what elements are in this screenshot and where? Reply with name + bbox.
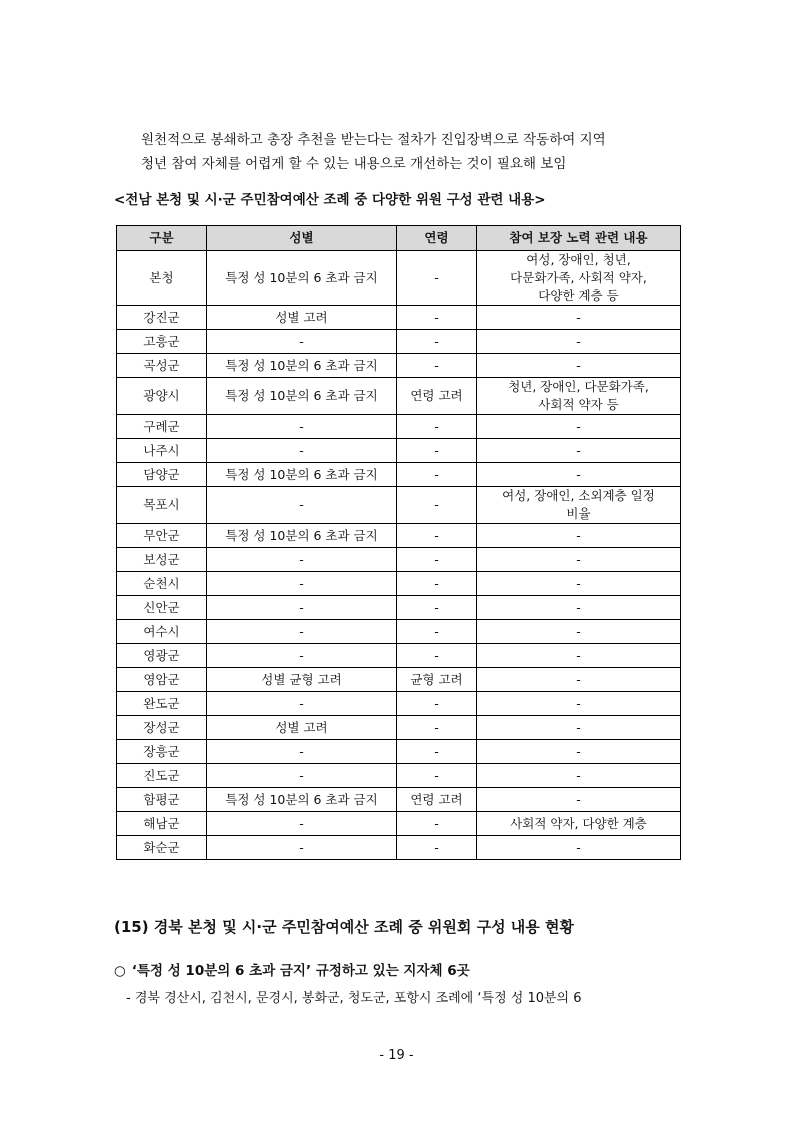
table-row	[117, 548, 681, 572]
cell-age: -	[397, 572, 477, 596]
cell-participation: -	[477, 692, 681, 716]
cell-region: 영암군	[117, 668, 207, 692]
cell-region: 광양시	[117, 378, 207, 415]
cell-region: 여수시	[117, 620, 207, 644]
cell-age: -	[397, 354, 477, 378]
cell-participation: -	[477, 548, 681, 572]
cell-gender: 특정 성 10분의 6 초과 금지	[207, 378, 397, 415]
cell-age: -	[397, 415, 477, 439]
cell-gender: 성별 고려	[207, 306, 397, 330]
cell-age: 연령 고려	[397, 788, 477, 812]
cell-region: 무안군	[117, 524, 207, 548]
cell-gender: 특정 성 10분의 6 초과 금지	[207, 251, 397, 306]
cell-participation: -	[477, 572, 681, 596]
intro-line: 원천적으로 봉쇄하고 총장 추천을 받는다는 절차가 진입장벽으로 작동하여 지역	[141, 132, 606, 148]
cell-participation: -	[477, 788, 681, 812]
cell-participation: -	[477, 330, 681, 354]
bullet-text: ‘특정 성 10분의 6 초과 금지’ 규정하고 있는 지자체 6곳	[131, 963, 470, 979]
cell-age: -	[397, 764, 477, 788]
table-row	[117, 463, 681, 487]
table-row	[117, 668, 681, 692]
cell-participation: 여성, 장애인, 청년, 다문화가족, 사회적 약자, 다양한 계층 등	[477, 251, 681, 306]
cell-gender: -	[207, 330, 397, 354]
cell-participation: -	[477, 668, 681, 692]
table-row	[117, 251, 681, 306]
table-row	[117, 836, 681, 860]
header-participation: 참여 보장 노력 관련 내용	[477, 226, 681, 251]
header-category: 구분	[117, 226, 207, 251]
cell-region: 본청	[117, 251, 207, 306]
cell-participation: -	[477, 439, 681, 463]
cell-gender: 특정 성 10분의 6 초과 금지	[207, 463, 397, 487]
cell-age: -	[397, 330, 477, 354]
cell-gender: -	[207, 487, 397, 524]
cell-age: -	[397, 306, 477, 330]
cell-participation: -	[477, 596, 681, 620]
table-header-row	[117, 226, 681, 251]
cell-participation: -	[477, 644, 681, 668]
table-body	[117, 251, 681, 860]
cell-gender: -	[207, 548, 397, 572]
cell-participation: -	[477, 764, 681, 788]
cell-gender: -	[207, 439, 397, 463]
table-row	[117, 306, 681, 330]
table-row	[117, 716, 681, 740]
table-row	[117, 596, 681, 620]
cell-participation: -	[477, 620, 681, 644]
cell-participation: 청년, 장애인, 다문화가족, 사회적 약자 등	[477, 378, 681, 415]
cell-region: 고흥군	[117, 330, 207, 354]
cell-age: -	[397, 692, 477, 716]
cell-age: -	[397, 251, 477, 306]
cell-region: 목포시	[117, 487, 207, 524]
dash-line: - 경북 경산시, 김천시, 문경시, 봉화군, 청도군, 포항시 조례에 ‘특정 성 10분의 6	[126, 991, 582, 1006]
header-age: 연령	[397, 226, 477, 251]
table-row	[117, 692, 681, 716]
cell-age: -	[397, 644, 477, 668]
intro-paragraph	[141, 128, 701, 176]
cell-gender: -	[207, 415, 397, 439]
cell-region: 보성군	[117, 548, 207, 572]
cell-participation: -	[477, 716, 681, 740]
cell-region: 구례군	[117, 415, 207, 439]
cell-gender: -	[207, 812, 397, 836]
cell-region: 곡성군	[117, 354, 207, 378]
cell-age: -	[397, 812, 477, 836]
table-row	[117, 644, 681, 668]
cell-gender: -	[207, 740, 397, 764]
intro-line: 청년 참여 자체를 어렵게 할 수 있는 내용으로 개선하는 것이 필요해 보임	[141, 156, 567, 172]
table-row	[117, 812, 681, 836]
table-row	[117, 330, 681, 354]
table-row	[117, 788, 681, 812]
table-row	[117, 415, 681, 439]
cell-region: 순천시	[117, 572, 207, 596]
cell-participation: 여성, 장애인, 소외계층 일정 비율	[477, 487, 681, 524]
cell-participation: -	[477, 354, 681, 378]
cell-gender: 특정 성 10분의 6 초과 금지	[207, 354, 397, 378]
cell-gender: 성별 고려	[207, 716, 397, 740]
cell-region: 신안군	[117, 596, 207, 620]
cell-region: 진도군	[117, 764, 207, 788]
cell-gender: -	[207, 596, 397, 620]
cell-gender: -	[207, 836, 397, 860]
table-row	[117, 764, 681, 788]
cell-region: 완도군	[117, 692, 207, 716]
table-row	[117, 572, 681, 596]
table-row	[117, 378, 681, 415]
table-row	[117, 740, 681, 764]
cell-region: 화순군	[117, 836, 207, 860]
bullet-line	[114, 959, 470, 979]
table-row	[117, 524, 681, 548]
cell-gender: -	[207, 620, 397, 644]
table-caption: <전남 본청 및 시·군 주민참여예산 조례 중 다양한 위원 구성 관련 내용>	[114, 192, 546, 208]
cell-gender: -	[207, 764, 397, 788]
cell-age: -	[397, 740, 477, 764]
cell-participation: -	[477, 740, 681, 764]
cell-region: 영광군	[117, 644, 207, 668]
cell-age: -	[397, 524, 477, 548]
cell-gender: -	[207, 692, 397, 716]
cell-age: -	[397, 836, 477, 860]
cell-region: 해남군	[117, 812, 207, 836]
cell-region: 함평군	[117, 788, 207, 812]
cell-region: 강진군	[117, 306, 207, 330]
jeonnam-committee-table	[116, 225, 681, 860]
cell-age: -	[397, 487, 477, 524]
cell-region: 담양군	[117, 463, 207, 487]
cell-gender: 특정 성 10분의 6 초과 금지	[207, 524, 397, 548]
cell-gender: 성별 균형 고려	[207, 668, 397, 692]
table-row	[117, 487, 681, 524]
cell-participation: -	[477, 463, 681, 487]
table-row	[117, 354, 681, 378]
cell-region: 장성군	[117, 716, 207, 740]
cell-participation: -	[477, 524, 681, 548]
cell-participation: -	[477, 306, 681, 330]
cell-age: 균형 고려	[397, 668, 477, 692]
cell-participation: -	[477, 836, 681, 860]
cell-age: -	[397, 620, 477, 644]
cell-participation: -	[477, 415, 681, 439]
cell-age: -	[397, 439, 477, 463]
header-gender: 성별	[207, 226, 397, 251]
cell-gender: 특정 성 10분의 6 초과 금지	[207, 788, 397, 812]
table-row	[117, 620, 681, 644]
cell-age: -	[397, 596, 477, 620]
cell-age: 연령 고려	[397, 378, 477, 415]
cell-region: 장흥군	[117, 740, 207, 764]
table-row	[117, 439, 681, 463]
section-heading: (15) 경북 본청 및 시·군 주민참여예산 조례 중 위원회 구성 내용 현황	[114, 918, 574, 936]
cell-gender: -	[207, 644, 397, 668]
cell-gender: -	[207, 572, 397, 596]
page-number: - 19 -	[379, 1048, 414, 1063]
cell-participation: 사회적 약자, 다양한 계층	[477, 812, 681, 836]
cell-age: -	[397, 716, 477, 740]
cell-age: -	[397, 463, 477, 487]
bullet-circle: ○	[114, 963, 126, 979]
cell-region: 나주시	[117, 439, 207, 463]
cell-age: -	[397, 548, 477, 572]
